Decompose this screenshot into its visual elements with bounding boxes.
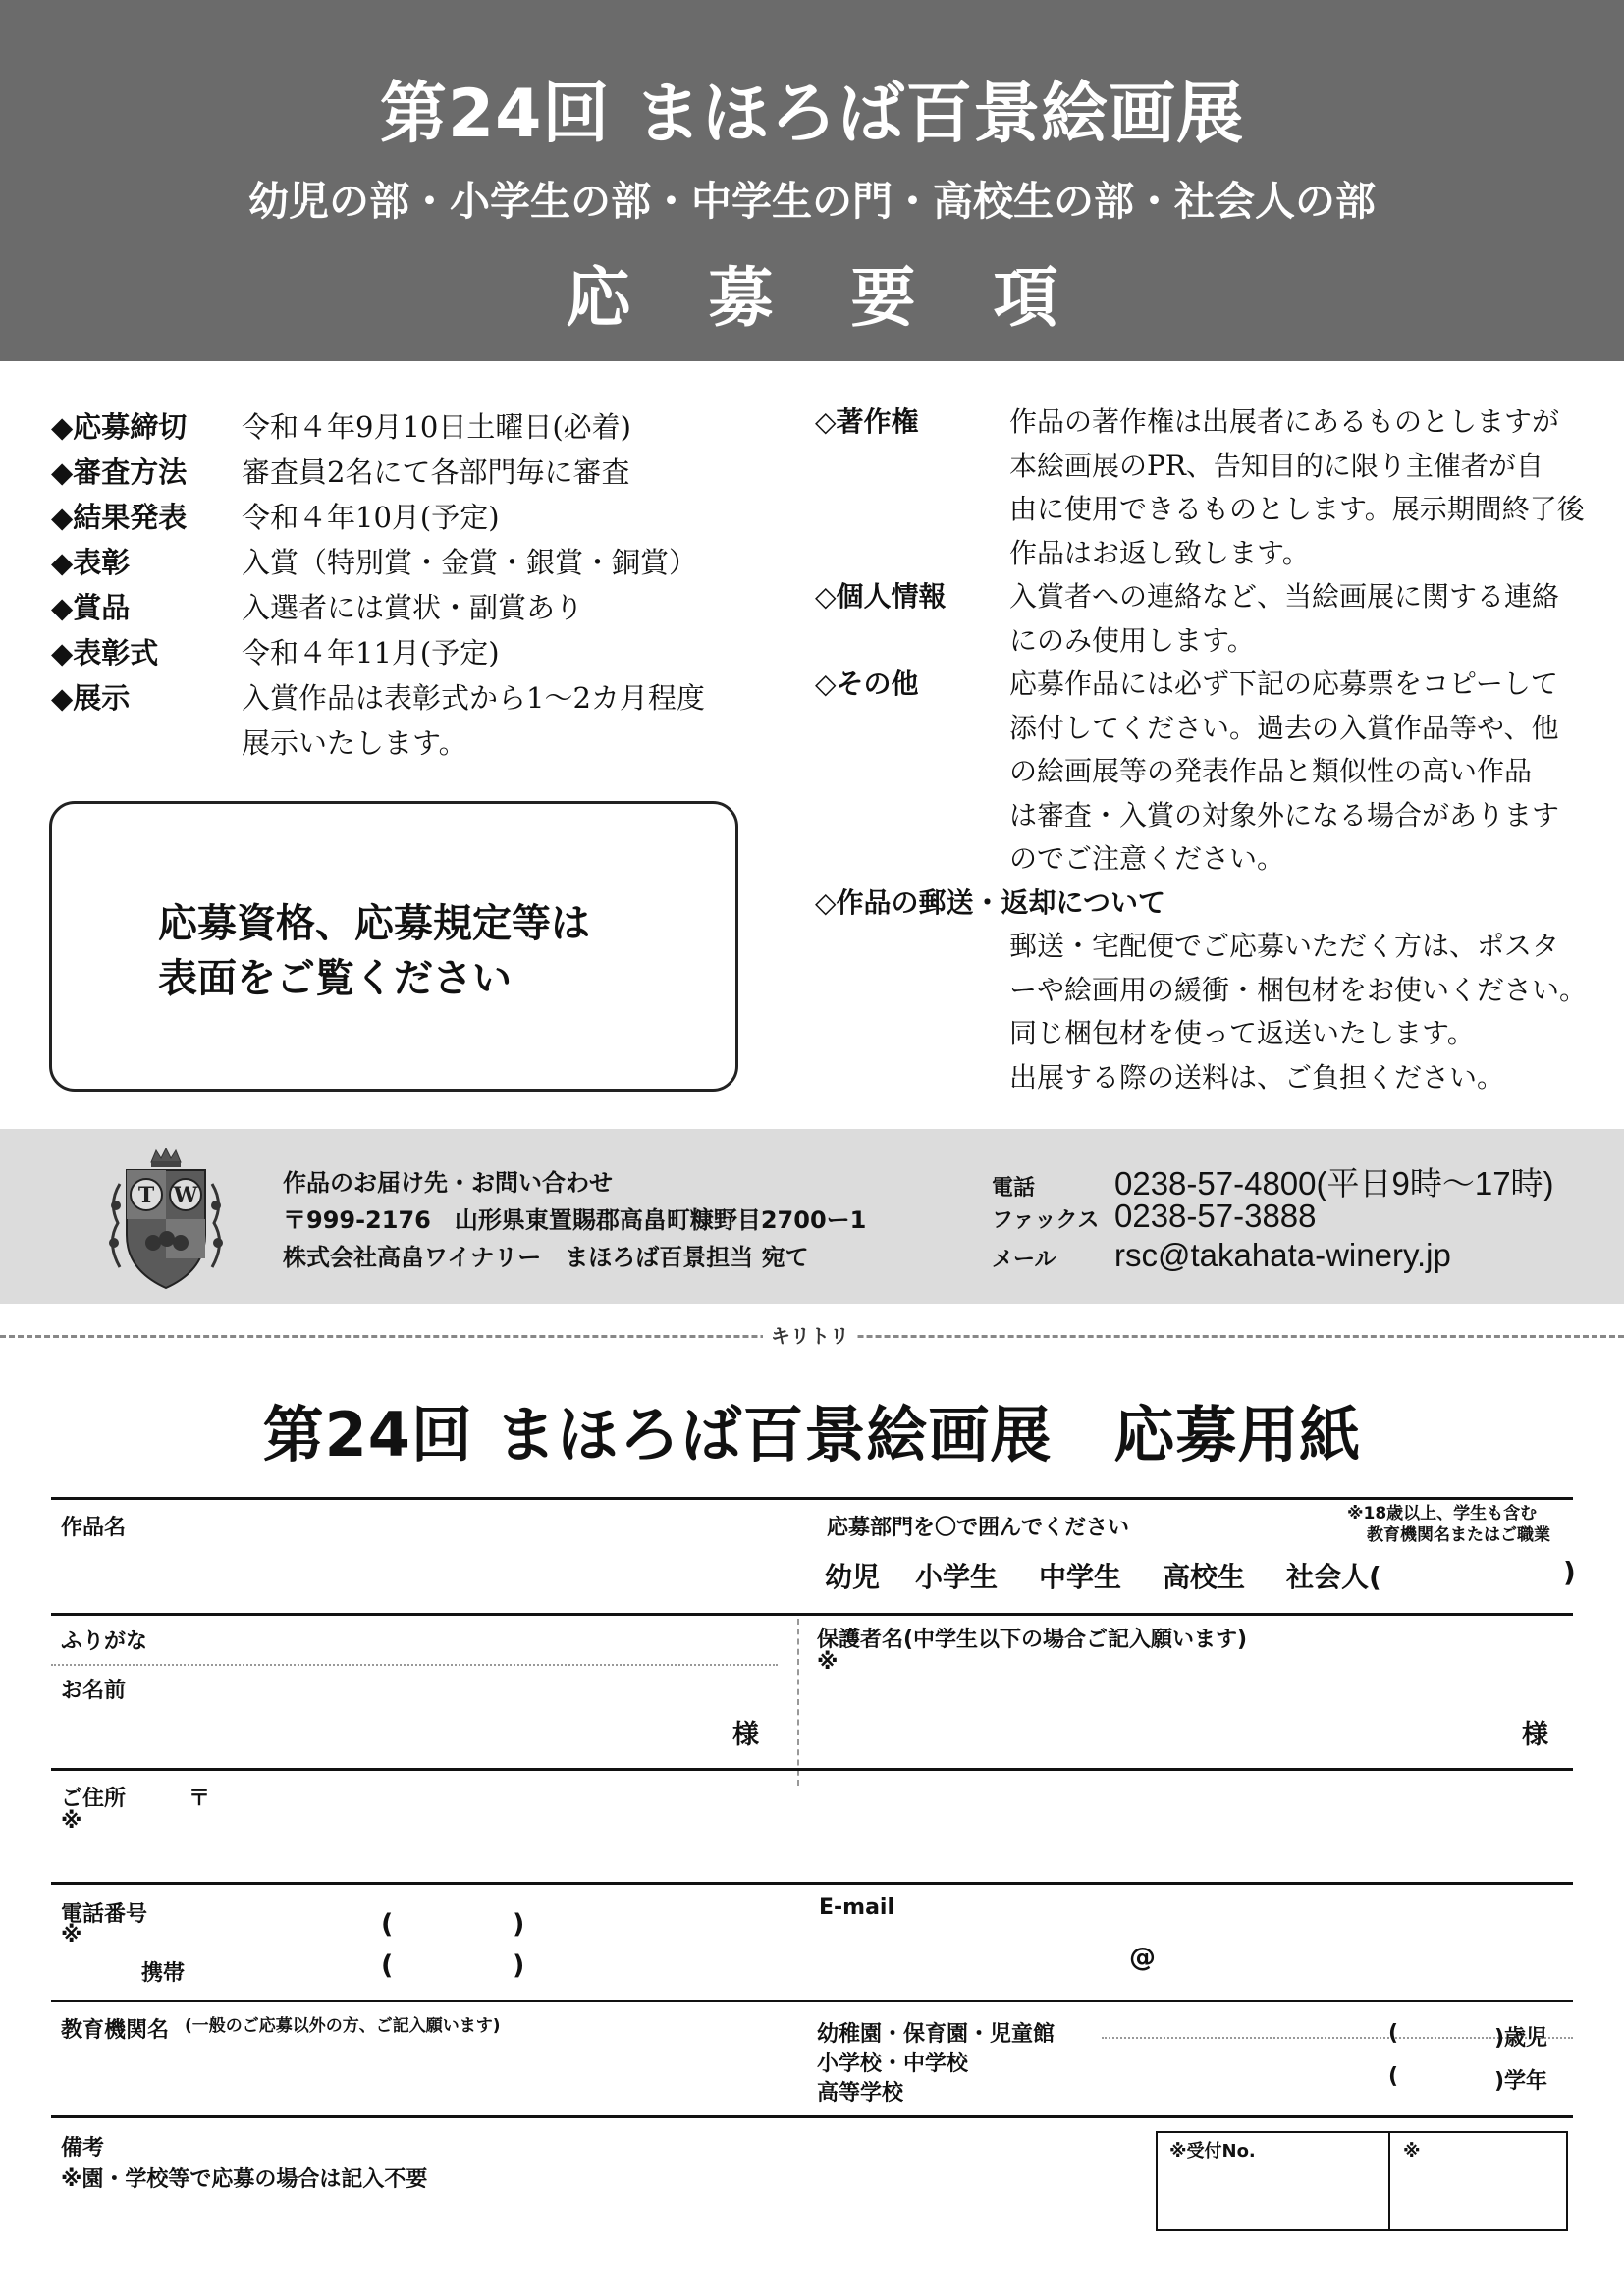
shipping-line: 出展する際の送料は、ご負担ください。 <box>1009 1060 1505 1094</box>
info-row-awards <box>51 540 738 585</box>
info-list-left <box>51 404 738 766</box>
info-label: ◆賞品 <box>51 591 131 624</box>
remarks-note: ※園・学校等で応募の場合は記入不要 <box>61 2167 428 2192</box>
info-label: ◆展示 <box>51 681 131 715</box>
school-note: (一般のご応募以外の方、ご記入願います) <box>185 2016 501 2036</box>
company-name: 株式会社高畠ワイナリー まほろば百景担当 宛て <box>283 1244 809 1271</box>
logo-letter-left: T <box>137 1183 155 1208</box>
division-instruction: 応募部門を〇で囲んでください <box>827 1516 1130 1540</box>
privacy-line: 入賞者への連絡など、当絵画展に関する連絡 <box>1009 580 1560 613</box>
phone-label: 電話 <box>992 1176 1036 1201</box>
email-link[interactable]: rsc@takahata-winery.jp <box>1114 1237 1451 1273</box>
age-suffix: )歳児 <box>1494 2026 1548 2051</box>
shipping-line: 同じ梱包材を使って返送いたします。 <box>1009 1017 1475 1049</box>
division-option-high-school[interactable]: 高校生 <box>1163 1561 1246 1593</box>
guardian-honorific: 様 <box>1522 1720 1548 1750</box>
work-title-label: 作品名 <box>61 1516 127 1540</box>
phone-paren-open: ( <box>381 1909 394 1940</box>
address-label: ご住所 <box>61 1787 127 1811</box>
divisions-subtitle: 幼児の部・小学生の部・中学生の門・高校生の部・社会人の部 <box>248 178 1376 225</box>
guardian-label: 保護者名(中学生以下の場合ご記入願います) <box>817 1628 1248 1652</box>
required-mark: ※ <box>61 1923 82 1948</box>
info-label: ◆結果発表 <box>51 501 188 534</box>
header-banner <box>0 0 1624 361</box>
division-paren-close: ) <box>1563 1556 1576 1588</box>
other-line: の絵画展等の発表作品と類似性の高い作品 <box>1009 755 1533 787</box>
guidelines-heading: 応 募 要 項 <box>566 260 1086 336</box>
fax-label: ファックス <box>992 1208 1100 1233</box>
info-row-exhibition-cont <box>51 721 738 766</box>
name-label: お名前 <box>61 1679 127 1703</box>
info-label: ◆審査方法 <box>51 455 188 489</box>
division-option-infant[interactable]: 幼児 <box>825 1561 881 1593</box>
school-type-kindergarten[interactable]: 幼稚園・保育園・児童館 <box>817 2022 1056 2047</box>
notice-line: 表面をご覧ください <box>158 956 512 1001</box>
other-line: 応募作品には必ず下記の応募票をコピーして <box>1009 667 1558 700</box>
info-other <box>815 663 1581 881</box>
form-rule <box>51 1613 1573 1616</box>
info-value: 展示いたします。 <box>242 726 467 760</box>
info-row-judging <box>51 450 738 495</box>
contact-numbers <box>992 1158 1554 1276</box>
age-paren-open: ( <box>1388 2021 1399 2046</box>
copyright-line: 作品はお返し致します。 <box>1009 536 1310 569</box>
event-title: 第24回 まほろば百景絵画展 <box>379 76 1245 153</box>
privacy-line: にのみ使用します。 <box>1009 623 1255 657</box>
info-shipping <box>815 881 1588 1100</box>
privacy-label: ◇個人情報 <box>815 580 947 613</box>
other-line: は審査・入賞の対象外になる場合があります <box>1009 798 1560 831</box>
at-sign: @ <box>1129 1943 1156 1973</box>
furigana-label: ふりがな <box>61 1629 148 1654</box>
division-option-adult[interactable]: 社会人( <box>1286 1561 1381 1593</box>
info-copyright <box>815 400 1585 575</box>
copyright-line: 作品の著作権は出展者にあるものとしますが <box>1009 405 1560 438</box>
division-note: ※18歳以上、学生も含む <box>1347 1504 1538 1523</box>
phone-paren-close: ) <box>513 1909 525 1940</box>
shipping-line: 郵送・宅配便でご応募いただく方は、ポスタ <box>1009 930 1560 962</box>
form-title: 第24回 まほろば百景絵画展 応募用紙 <box>262 1399 1362 1470</box>
application-form <box>51 1497 1576 2243</box>
winery-logo <box>102 1145 230 1292</box>
division-note: 教育機関名またはご職業 <box>1367 1525 1550 1545</box>
grade-paren-open: ( <box>1388 2064 1399 2089</box>
name-honorific: 様 <box>732 1720 759 1750</box>
copyright-label: ◇著作権 <box>815 405 919 438</box>
info-row-deadline <box>51 404 738 450</box>
info-value: 入賞（特別賞・金賞・銀賞・銅賞） <box>242 546 698 579</box>
school-label: 教育機関名 <box>61 2018 170 2043</box>
school-type-high[interactable]: 高等学校 <box>817 2081 904 2106</box>
shipping-label: ◇作品の郵送・返却について <box>815 885 1165 919</box>
contact-heading: 作品のお届け先・お問い合わせ <box>283 1169 613 1197</box>
info-value: 審査員2名にて各部門毎に審査 <box>242 455 630 489</box>
info-value: 令和４年10月(予定) <box>242 501 500 534</box>
info-privacy <box>815 575 1581 663</box>
other-line: 添付してください。過去の入賞作品等や、他 <box>1009 711 1559 744</box>
info-value: 令和４年9月10日土曜日(必着) <box>242 410 631 444</box>
other-line: のでご注意ください。 <box>1009 842 1285 875</box>
phone-label-field: 電話番号 <box>61 1902 148 1927</box>
delivery-address <box>283 1164 866 1276</box>
info-list-right <box>815 400 1588 1099</box>
form-rule <box>51 2000 1573 2002</box>
division-option-junior-high[interactable]: 中学生 <box>1039 1561 1122 1593</box>
info-label: ◆表彰 <box>51 546 131 579</box>
contact-band <box>0 1129 1624 1304</box>
copyright-line: 本絵画展のPR、告知目的に限り主催者が自 <box>1009 449 1543 482</box>
phone-number[interactable]: 0238-57-4800(平日9時〜17時) <box>1114 1165 1554 1201</box>
required-mark: ※ <box>61 1809 82 1834</box>
form-rule <box>51 1768 1573 1771</box>
reception-mark: ※ <box>1403 2141 1421 2162</box>
logo-letter-right: W <box>173 1183 198 1208</box>
info-label: ◆応募締切 <box>51 410 188 444</box>
grade-suffix: )学年 <box>1494 2069 1548 2094</box>
info-row-ceremony <box>51 630 738 675</box>
reception-number-label: ※受付No. <box>1169 2141 1256 2162</box>
reception-box <box>1156 2131 1568 2231</box>
info-row-results <box>51 495 738 540</box>
other-label: ◇その他 <box>815 667 919 700</box>
form-rule <box>51 1497 1573 1500</box>
info-value: 令和４年11月(予定) <box>242 636 500 669</box>
postal-address: 〒999-2176 山形県東置賜郡高畠町糠野目2700ー1 <box>283 1206 867 1234</box>
remarks-label: 備考 <box>61 2136 105 2161</box>
form-rule <box>51 2115 1573 2118</box>
email-label: E-mail <box>819 1896 895 1920</box>
mobile-paren-close: ) <box>513 1950 525 1981</box>
form-rule <box>51 1882 1573 1885</box>
postal-mark: 〒 <box>189 1787 211 1811</box>
cut-label: キリトリ <box>763 1320 857 1349</box>
mobile-paren-open: ( <box>381 1950 394 1981</box>
division-option-elementary[interactable]: 小学生 <box>915 1561 999 1593</box>
notice-line: 応募資格、応募規定等は <box>158 901 590 946</box>
info-row-prizes <box>51 585 738 630</box>
info-value: 入選者には賞状・副賞あり <box>242 591 584 624</box>
info-label: ◆表彰式 <box>51 636 159 669</box>
notice-box <box>49 801 738 1092</box>
shipping-line: ーや絵画用の緩衝・梱包材をお使いください。 <box>1009 973 1588 1006</box>
fax-number: 0238-57-3888 <box>1114 1198 1317 1234</box>
furigana-rule <box>51 1664 778 1666</box>
reception-divider <box>1388 2133 1390 2229</box>
info-row-exhibition <box>51 675 738 721</box>
school-type-elementary[interactable]: 小学校・中学校 <box>817 2052 969 2076</box>
copyright-line: 由に使用できるものとします。展示期間終了後 <box>1009 493 1585 525</box>
info-value: 入賞作品は表彰式から1〜2カ月程度 <box>242 681 705 715</box>
mail-label: メール <box>992 1248 1056 1272</box>
mobile-label: 携帯 <box>141 1961 186 1986</box>
info-label <box>51 721 242 766</box>
required-mark: ※ <box>817 1650 839 1675</box>
form-divider <box>797 1619 799 1786</box>
